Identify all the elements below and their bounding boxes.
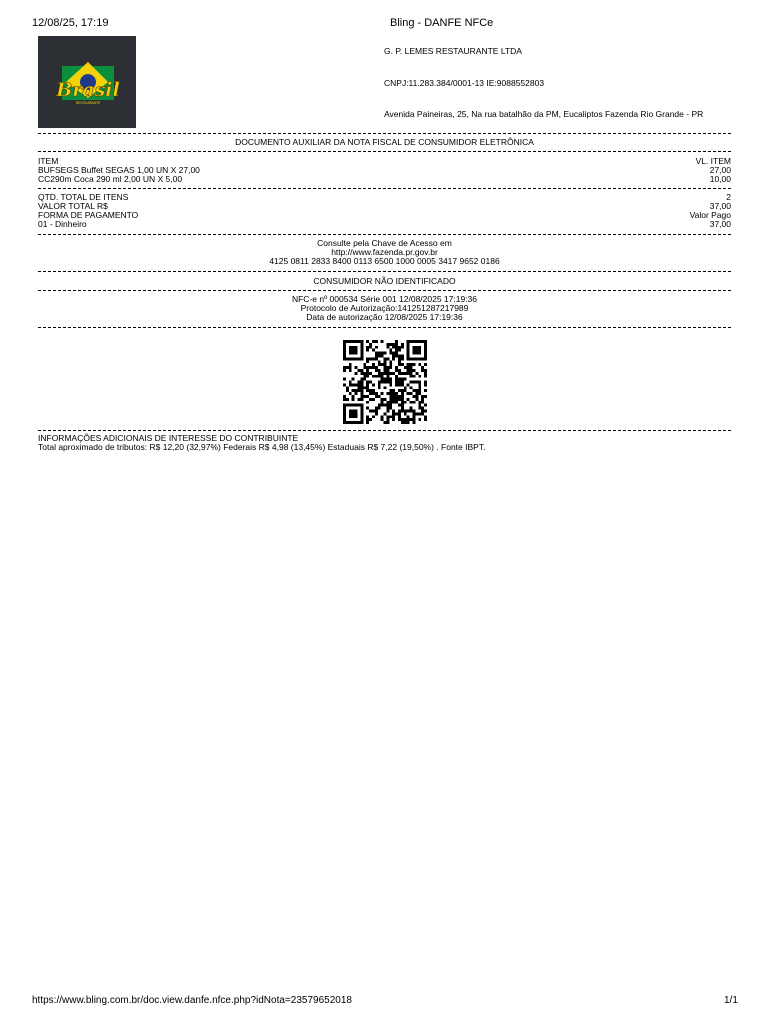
item-desc: CC290m Coca 290 ml 2,00 UN X 5,00 [38,174,183,184]
svg-text:RESTAURANTE: RESTAURANTE [75,101,101,105]
company-address: Avenida Paineiras, 25, Na rua batalhão da PM, Eucaliptos Fazenda Rio Grande - PR [384,109,704,119]
items-header-right: VL. ITEM [695,156,731,166]
company-name: G. P. LEMES RESTAURANTE LTDA [384,46,522,56]
nfce-auth-date: Data de autorização 12/08/2025 17:19:36 [306,312,463,322]
item-value: 27,00 [709,165,731,175]
access-instructions: Consulte pela Chave de Acesso em [317,238,452,248]
divider [38,151,731,152]
item-desc: BUFSEGS Buffet SEGAS 1,00 UN X 27,00 [38,165,200,175]
divider [38,271,731,272]
payment-header: Valor Pago [689,210,731,220]
print-page-number: 1/1 [724,995,738,1006]
payment-label: FORMA DE PAGAMENTO [38,210,139,220]
nfce-protocol: Protocolo de Autorização:141251287217989 [300,303,469,313]
nfce-number: NFC-e nº 000534 Série 001 12/08/2025 17:19:36 [291,294,478,304]
items-header-left: ITEM [38,156,59,166]
print-title: Bling - DANFE NFCe [390,17,494,29]
total-items-value: 2 [726,192,731,202]
company-cnpj: CNPJ:11.283.384/0001-13 IE:9088552803 [384,78,545,88]
svg-text:Brasil: Brasil [56,79,120,101]
access-key: 4125 0811 2833 8400 0113 6500 1000 0005 3417 9652 0186 [269,256,500,266]
additional-info-title: INFORMAÇÕES ADICIONAIS DE INTERESSE DO CONTRIBUINTE [38,433,299,443]
divider [38,430,731,431]
access-url[interactable]: http://www.fazenda.pr.gov.br [331,247,438,257]
divider [38,188,731,189]
divider [38,327,731,328]
consumer-status: CONSUMIDOR NÃO IDENTIFICADO [313,276,456,286]
divider [38,290,731,291]
total-value-label: VALOR TOTAL R$ [38,201,108,211]
item-value: 10,00 [709,174,731,184]
restaurant-logo [38,36,136,128]
qr-code [340,340,430,424]
divider [38,234,731,235]
payment-value: 37,00 [709,219,731,229]
document-title: DOCUMENTO AUXILIAR DA NOTA FISCAL DE CONSUMIDOR ELETRÔNICA [235,137,534,147]
print-datetime: 12/08/25, 17:19 [32,17,109,29]
total-items-label: QTD. TOTAL DE ITENS [38,192,129,202]
additional-info-text: Total aproximado de tributos: R$ 12,20 (32,97%) Federais R$ 4,98 (13,45%) Estaduais R$ 7,22 (19,50%) . Fonte IBPT. [38,442,486,452]
brasil-flag-logo [38,36,136,128]
payment-method: 01 - Dinheiro [38,219,87,229]
total-value: 37,00 [709,201,731,211]
divider [38,133,731,134]
print-url: https://www.bling.com.br/doc.view.danfe.nfce.php?idNota=23579652018 [32,995,352,1006]
